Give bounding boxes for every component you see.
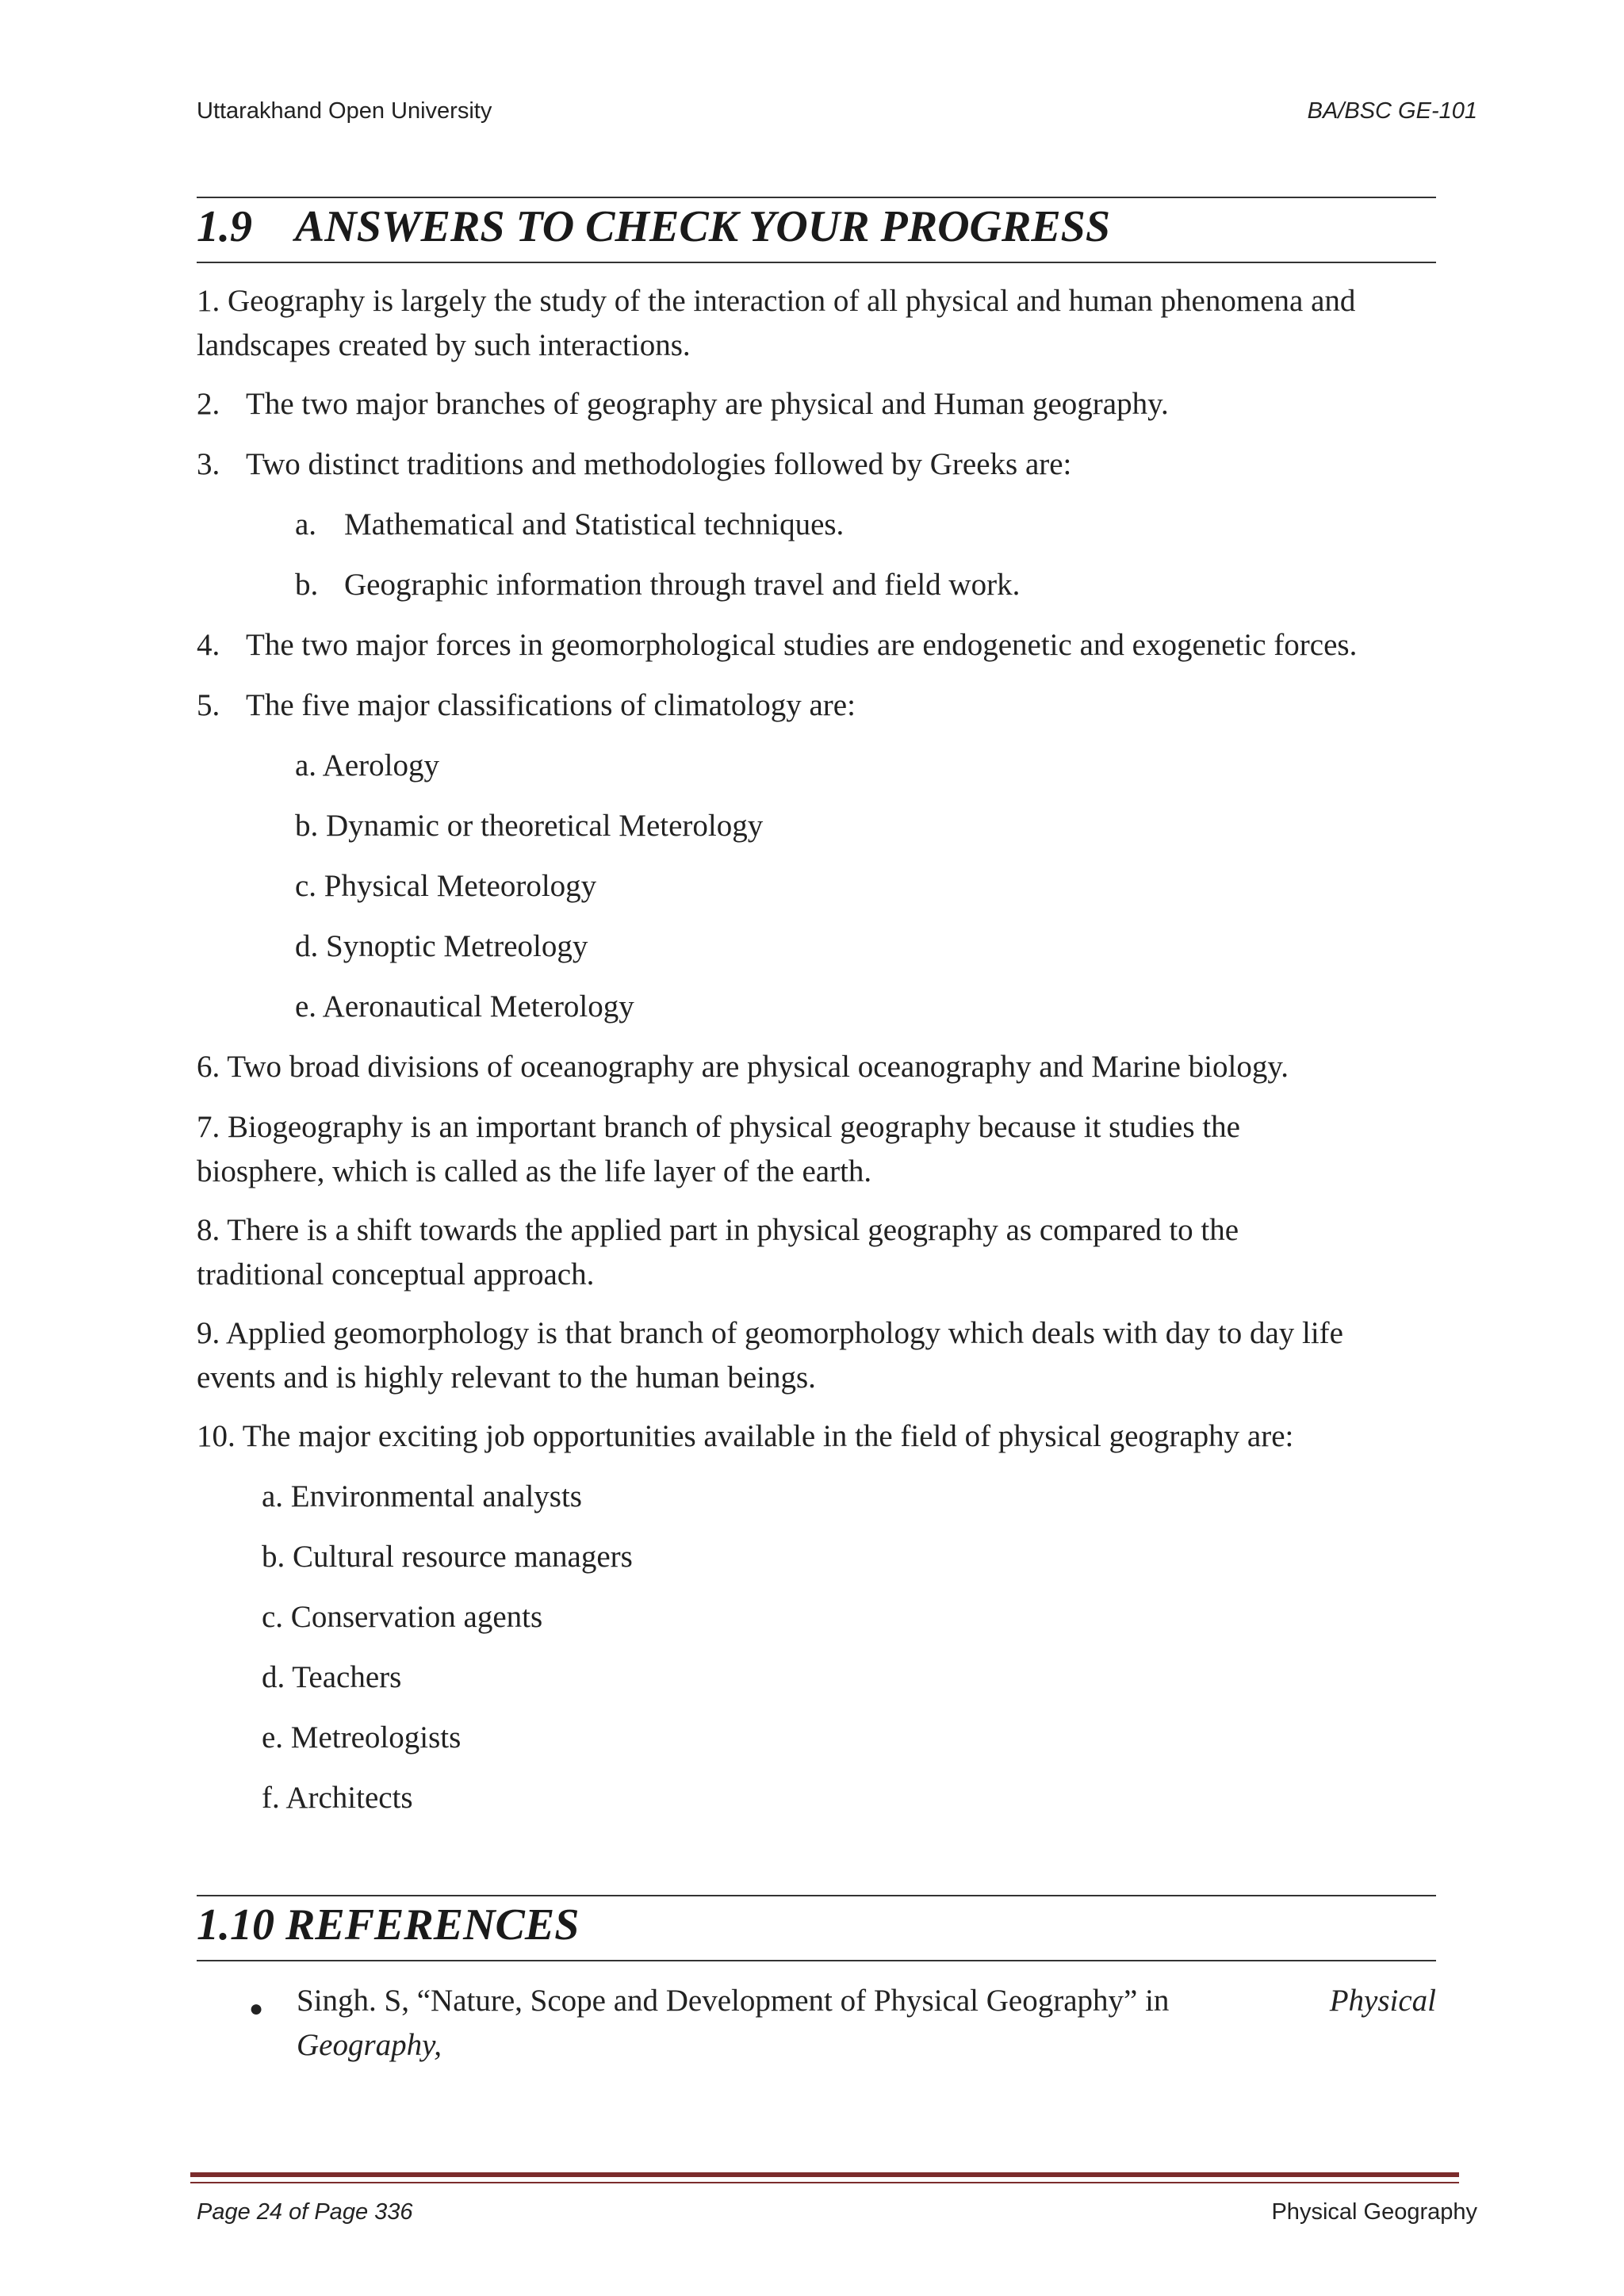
reference-1-line-1 (297, 1979, 1436, 2023)
footer-rule-thin (190, 2182, 1459, 2183)
answer-9-line-1: 9. Applied geomorphology is that branch of geomorphology which deals with day to day life (197, 1316, 1343, 1350)
answer-5-text: The five major classifications of climatology are: (246, 688, 856, 722)
answer-4-text: The two major forces in geomorphological studies are endogenetic and exogenetic forces. (246, 628, 1358, 662)
answer-8-line-2: traditional conceptual approach. (197, 1257, 595, 1292)
job-item: c. Conservation agents (262, 1600, 543, 1634)
answer-3-number: 3. (197, 447, 220, 481)
references-top-rule (197, 1895, 1436, 1896)
section-heading-answers (197, 201, 1110, 252)
job-item: b. Cultural resource managers (262, 1540, 633, 1574)
section-title: ANSWERS TO CHECK YOUR PROGRESS (294, 202, 1110, 251)
answer-3-item-label: b. (295, 568, 319, 602)
answer-5-number: 5. (197, 688, 220, 722)
section-number: 1.9 (197, 202, 252, 251)
footer-subject: Physical Geography (1271, 2199, 1477, 2225)
climatology-item: a. Aerology (295, 748, 439, 783)
answer-7-line-1: 7. Biogeography is an important branch of physical geography because it studies the (197, 1110, 1240, 1144)
answer-2-number: 2. (197, 387, 220, 421)
references-body (197, 1979, 1436, 2074)
answer-1-line-1: 1. Geography is largely the study of the interaction of all physical and human phenomena and (197, 284, 1356, 318)
answer-3-item-label: a. (295, 507, 317, 541)
climatology-item: c. Physical Meteorology (295, 869, 597, 903)
job-item: e. Metreologists (262, 1720, 462, 1755)
reference-1-line-2: Geography, (297, 2028, 442, 2062)
header-institution: Uttarakhand Open University (197, 98, 492, 124)
bullet-icon: ● (249, 1996, 264, 2022)
climatology-item: d. Synoptic Metreology (295, 929, 588, 963)
section-top-rule (197, 197, 1436, 198)
section-bottom-rule (197, 262, 1436, 263)
answer-4-number: 4. (197, 628, 220, 662)
climatology-item: b. Dynamic or theoretical Meterology (295, 809, 764, 843)
answer-2-text: The two major branches of geography are physical and Human geography. (246, 387, 1169, 421)
job-item: d. Teachers (262, 1660, 402, 1694)
answer-6: 6. Two broad divisions of oceanography are physical oceanography and Marine biology. (197, 1050, 1289, 1084)
job-item: a. Environmental analysts (262, 1479, 582, 1513)
job-item: f. Architects (262, 1781, 413, 1815)
reference-1-text: Singh. S, “Nature, Scope and Development of Physical Geography” in (297, 1984, 1170, 2018)
answer-9-line-2: events and is highly relevant to the human beings. (197, 1360, 816, 1395)
answer-7-line-2: biosphere, which is called as the life layer of the earth. (197, 1154, 872, 1188)
answer-3-item-text: Mathematical and Statistical techniques. (344, 507, 845, 541)
footer-rule-thick (190, 2172, 1459, 2177)
reference-1-book-title: Physical (1329, 1984, 1436, 2018)
answers-body (197, 279, 1436, 2103)
answer-1-line-2: landscapes created by such interactions. (197, 328, 691, 362)
answer-8-line-1: 8. There is a shift towards the applied part in physical geography as compared to the (197, 1213, 1239, 1247)
footer-page-number: Page 24 of Page 336 (197, 2199, 413, 2225)
references-bottom-rule (197, 1960, 1436, 1961)
section-heading-references: 1.10 REFERENCES (197, 1900, 580, 1950)
header-course-code: BA/BSC GE-101 (1307, 98, 1477, 124)
climatology-item: e. Aeronautical Meterology (295, 989, 634, 1024)
answer-10: 10. The major exciting job opportunities available in the field of physical geography are: (197, 1419, 1294, 1453)
answer-3-text: Two distinct traditions and methodologies followed by Greeks are: (246, 447, 1072, 481)
answer-3-item-text: Geographic information through travel and field work. (344, 568, 1021, 602)
